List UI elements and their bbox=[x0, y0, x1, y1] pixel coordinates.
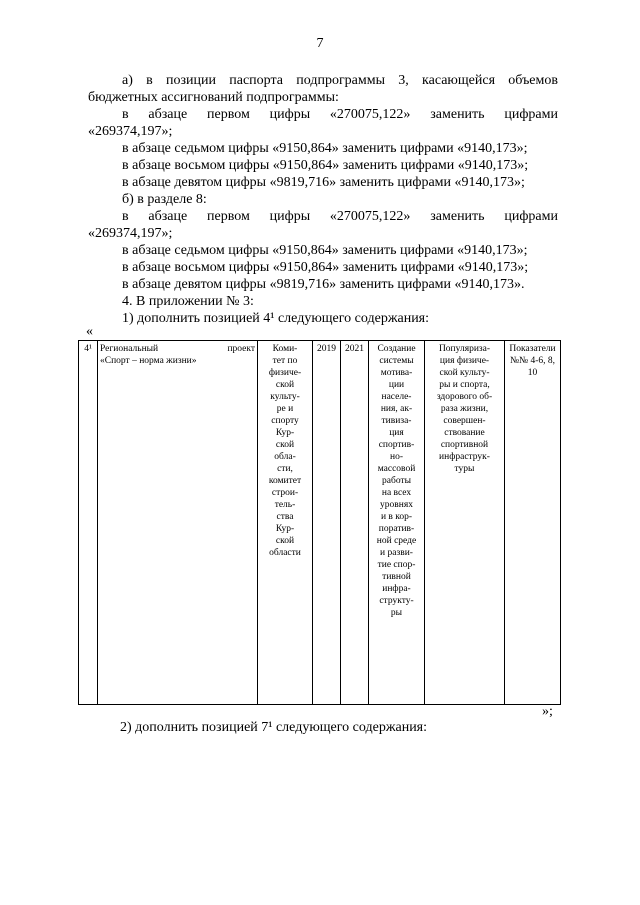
cell-year-start: 2019 bbox=[313, 341, 341, 705]
item-next-heading: 2) дополнить позицией 7¹ следующего содержания: bbox=[120, 720, 428, 735]
cell-consequences: Популяриза- ция физиче- ской культу- ры и спорта, здорового об- раза жизни, совершен- ствование спортивной инфраструк- туры bbox=[425, 341, 505, 705]
page-number: 7 bbox=[316, 36, 324, 51]
closing-quote: »; bbox=[542, 704, 553, 719]
cell-executor: Коми- тет по физиче- ской культу- ре и спорту Кур- ской обла- сти, комитет строи- тель- ства Кур- ской области bbox=[258, 341, 313, 705]
para-a-eighth: в абзаце восьмом цифры «9150,864» заменить цифрами «9140,173»; bbox=[122, 158, 529, 173]
event-name-rest: «Спорт – норма жизни» bbox=[100, 356, 197, 366]
table-row bbox=[79, 341, 561, 705]
cell-indicators: Показатели №№ 4-6, 8, 10 bbox=[505, 341, 561, 705]
cell-year-end: 2021 bbox=[341, 341, 369, 705]
event-name-word-2: проект bbox=[227, 344, 255, 354]
cell-event-name bbox=[98, 341, 258, 705]
cell-expected-result: Создание системы мотива- ции населе- ния, ак- тивиза- ция спортив- но- массовой работы на всех уровнях и в кор- поратив- ной среде и разви- тие спор- тивной инфра- структу- ры bbox=[369, 341, 425, 705]
opening-quote: « bbox=[86, 324, 93, 339]
para-a-first-line-2: «269374,197»; bbox=[88, 124, 173, 139]
position-table bbox=[78, 340, 561, 705]
event-name-word-1: Региональный bbox=[100, 344, 159, 354]
item-4-heading: 4. В приложении № 3: bbox=[122, 294, 254, 309]
para-a-line-2: бюджетных ассигнований подпрограммы: bbox=[88, 90, 339, 105]
para-b-eighth: в абзаце восьмом цифры «9150,864» заменить цифрами «9140,173»; bbox=[122, 260, 529, 275]
para-b-seventh: в абзаце седьмом цифры «9150,864» заменить цифрами «9140,173»; bbox=[122, 243, 528, 258]
para-a-first-line-1: в абзаце первом цифры «270075,122» заменить цифрами bbox=[122, 107, 558, 122]
para-b-ninth: в абзаце девятом цифры «9819,716» заменить цифрами «9140,173». bbox=[122, 277, 525, 292]
item-4-1-heading: 1) дополнить позицией 4¹ следующего содержания: bbox=[122, 311, 430, 326]
para-b-header: б) в разделе 8: bbox=[122, 192, 207, 207]
para-a-ninth: в абзаце девятом цифры «9819,716» заменить цифрами «9140,173»; bbox=[122, 175, 525, 190]
cell-number: 4¹ bbox=[79, 341, 98, 705]
para-b-first-line-1: в абзаце первом цифры «270075,122» заменить цифрами bbox=[122, 209, 558, 224]
para-b-first-line-2: «269374,197»; bbox=[88, 226, 173, 241]
para-a-line-1: а) в позиции паспорта подпрограммы 3, касающейся объемов bbox=[122, 73, 558, 88]
para-a-seventh: в абзаце седьмом цифры «9150,864» заменить цифрами «9140,173»; bbox=[122, 141, 528, 156]
